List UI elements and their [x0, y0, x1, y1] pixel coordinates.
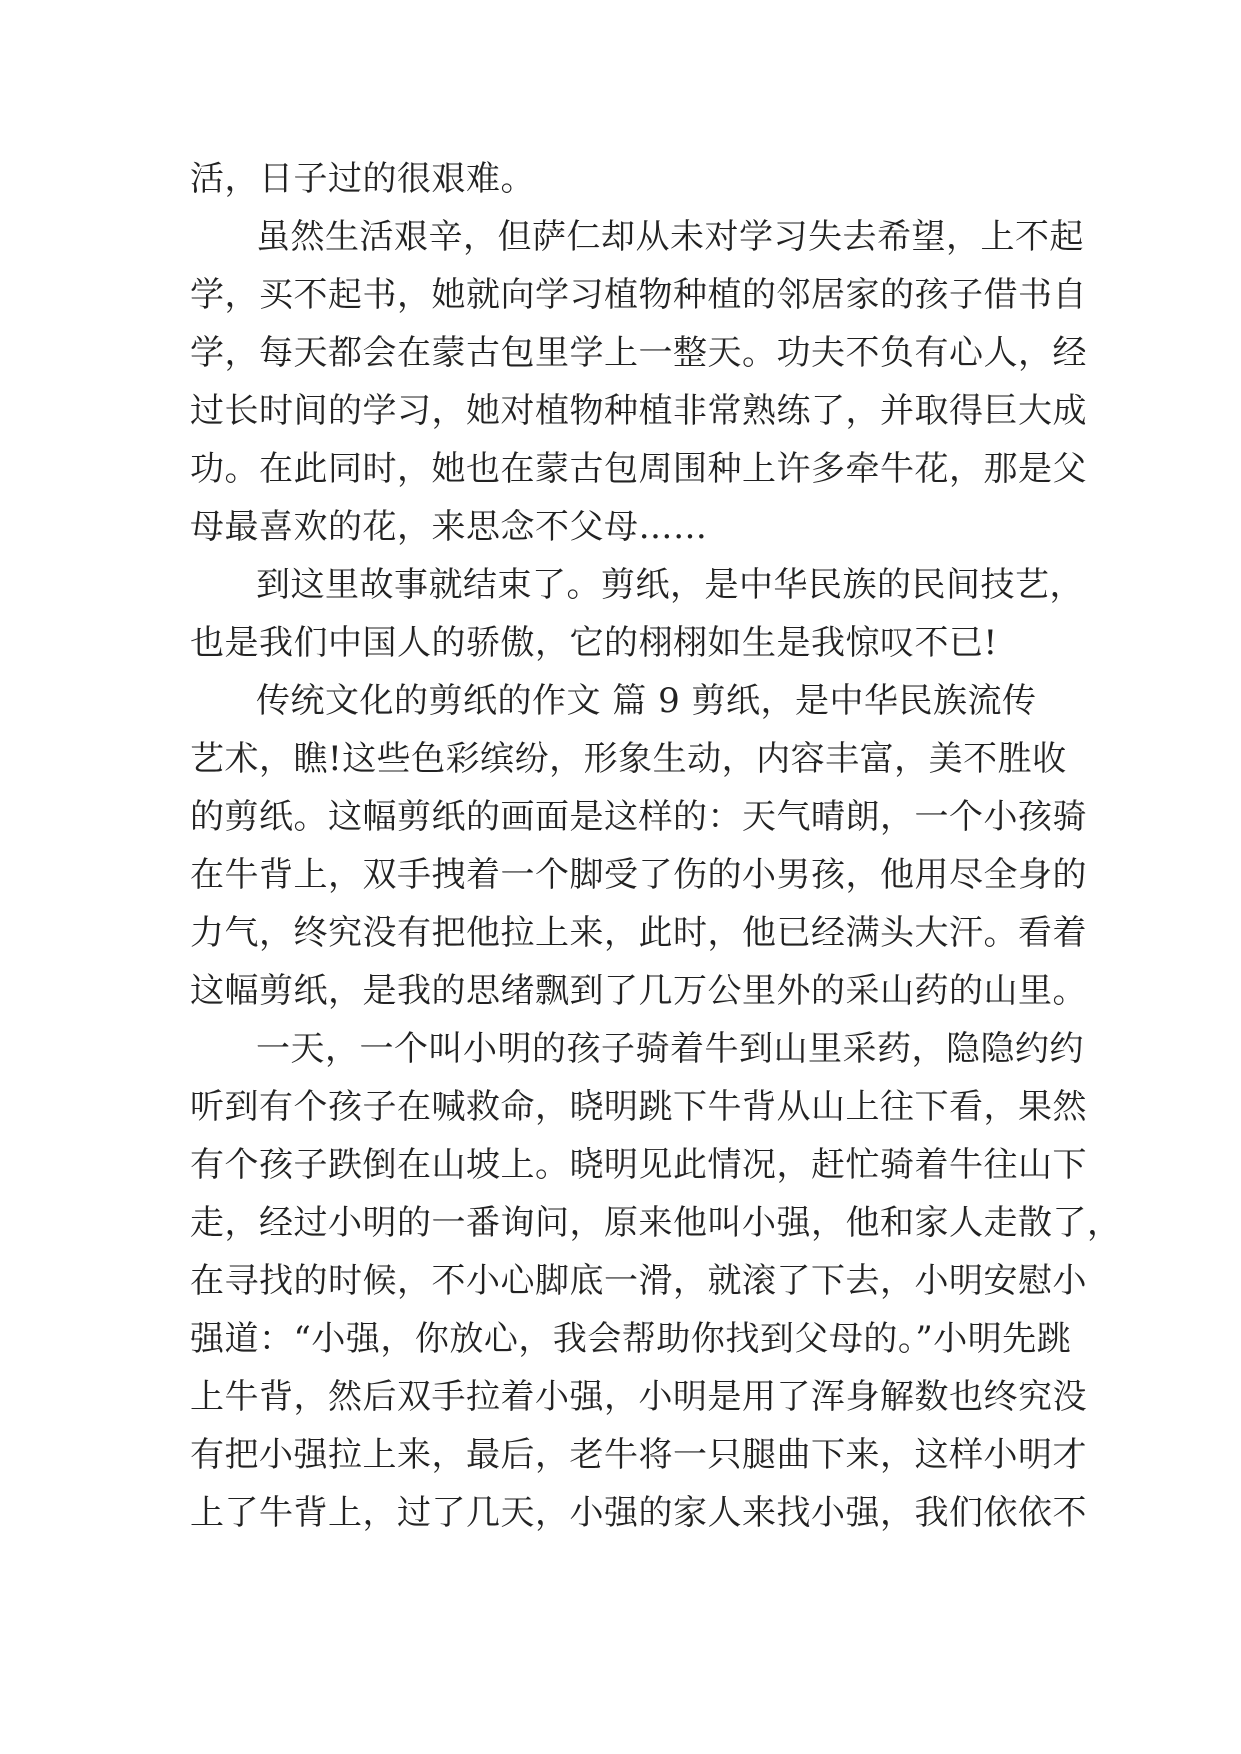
text-line: 在寻找的时候，不小心脚底一滑，就滚了下去，小明安慰小	[190, 1261, 1087, 1301]
text-line: 走，经过小明的一番询问，原来他叫小强，他和家人走散了，	[190, 1203, 1122, 1243]
text-line: 在牛背上，双手拽着一个脚受了伤的小男孩，他用尽全身的	[190, 855, 1087, 895]
text-line: 强道：“小强，你放心，我会帮助你找到父母的。”小明先跳	[190, 1319, 1072, 1359]
text-line: 也是我们中国人的骄傲，它的栩栩如生是我惊叹不已!	[190, 623, 998, 663]
text-line: 上牛背，然后双手拉着小强，小明是用了浑身解数也终究没	[190, 1377, 1087, 1417]
text-line: 听到有个孩子在喊救命，晓明跳下牛背从山上往下看，果然	[190, 1087, 1087, 1127]
text-line: 力气，终究没有把他拉上来，此时，他已经满头大汗。看着	[190, 913, 1087, 953]
text-line: 有个孩子跌倒在山坡上。晓明见此情况，赶忙骑着牛往山下	[190, 1145, 1087, 1185]
paragraph-start-line: 虽然生活艰辛，但萨仁却从未对学习失去希望，上不起	[256, 217, 1084, 257]
text-line: 上了牛背上，过了几天，小强的家人来找小强，我们依依不	[190, 1493, 1087, 1533]
section-heading-line: 传统文化的剪纸的作文 篇 9 剪纸，是中华民族流传	[256, 681, 1037, 721]
text-line: 功。在此同时，她也在蒙古包周围种上许多牵牛花，那是父	[190, 449, 1087, 489]
paragraph-start-line: 到这里故事就结束了。剪纸，是中华民族的民间技艺，	[256, 565, 1084, 605]
text-line: 艺术，瞧!这些色彩缤纷，形象生动，内容丰富，美不胜收	[190, 739, 1067, 779]
text-line: 学，买不起书，她就向学习植物种植的邻居家的孩子借书自	[190, 275, 1087, 315]
text-line: 学，每天都会在蒙古包里学上一整天。功夫不负有心人，经	[190, 333, 1087, 373]
text-line: 过长时间的学习，她对植物种植非常熟练了，并取得巨大成	[190, 391, 1087, 431]
text-line: 这幅剪纸，是我的思绪飘到了几万公里外的采山药的山里。	[190, 971, 1087, 1011]
text-line: 有把小强拉上来，最后，老牛将一只腿曲下来，这样小明才	[190, 1435, 1087, 1475]
text-line: 母最喜欢的花，来思念不父母……	[190, 507, 708, 547]
text-line: 的剪纸。这幅剪纸的画面是这样的：天气晴朗，一个小孩骑	[190, 797, 1087, 837]
paragraph-start-line: 一天，一个叫小明的孩子骑着牛到山里采药，隐隐约约	[256, 1029, 1084, 1069]
text-line: 活，日子过的很艰难。	[190, 159, 535, 199]
body-text	[190, 150, 1122, 1542]
